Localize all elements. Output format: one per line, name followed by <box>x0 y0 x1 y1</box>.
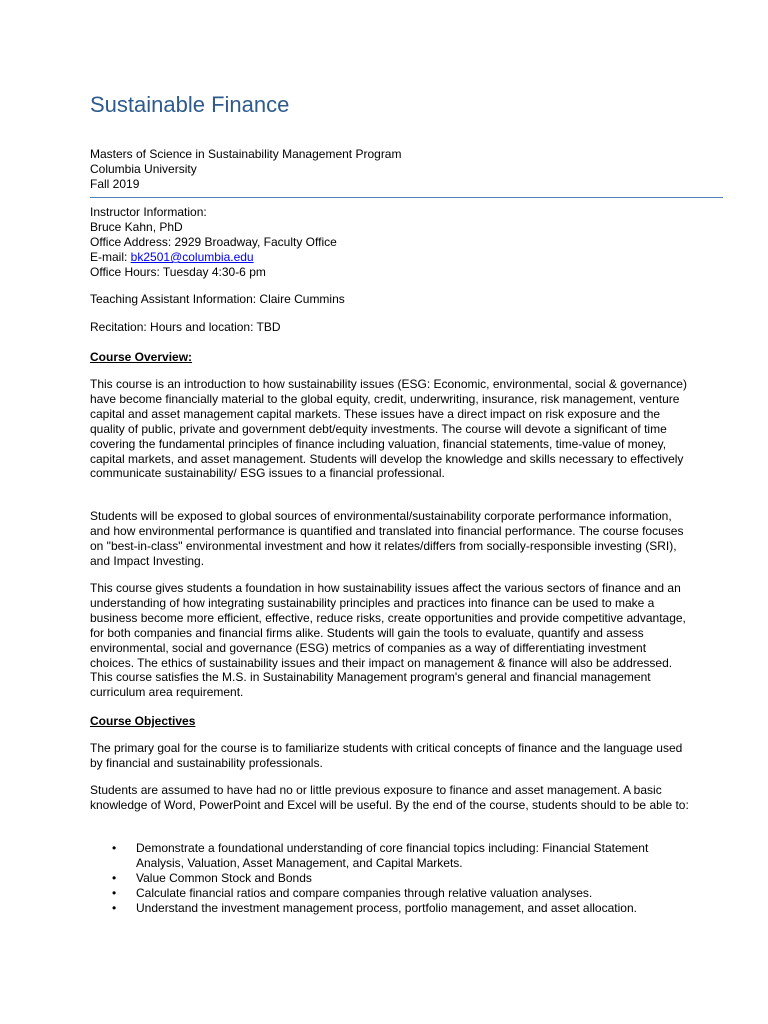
overview-paragraph-2: Students will be exposed to global sources of environmental/sustainability corporate performance information, and how environmental performance is quantified and translated into financial performance. The course focuses on "best-in-class" environmental investment and how it relates/differs from socially-responsible investing (SRI), and Impact Investing. <box>90 509 684 568</box>
list-item <box>90 886 690 901</box>
list-item-text: Value Common Stock and Bonds <box>136 870 312 885</box>
page-title: Sustainable Finance <box>90 92 290 117</box>
list-item-text: Understand the investment management process, portfolio management, and asset allocation. <box>136 900 637 915</box>
email-label: E-mail: <box>90 250 131 264</box>
instructor-name: Bruce Kahn, PhD <box>90 220 183 234</box>
email-link[interactable]: bk2501@columbia.edu <box>130 250 254 264</box>
bullet-icon: • <box>112 885 117 900</box>
university-line: Columbia University <box>90 162 197 176</box>
objectives-paragraph-1: The primary goal for the course is to familiarize students with critical concepts of finance and the language used by financial and sustainability professionals. <box>90 741 683 770</box>
program-header <box>90 147 726 192</box>
recitation-line: Recitation: Hours and location: TBD <box>90 320 281 334</box>
objectives-list <box>90 841 690 916</box>
office-hours: Office Hours: Tuesday 4:30-6 pm <box>90 265 266 279</box>
bullet-icon: • <box>112 870 117 885</box>
list-item <box>90 841 690 871</box>
list-item <box>90 871 690 886</box>
recitation-info <box>90 320 726 335</box>
overview-paragraph-1: This course is an introduction to how sustainability issues (ESG: Economic, environmental, social & governance) have become financially material to the global equity, credit, underwriting, insurance, risk management, venture capital and asset management capital markets. These issues have a direct impact on risk exposure and the quality of public, private and government debt/equity investments. The course will devote a significant of time covering the fundamental principles of finance including valuation, financial statements, time-value of money, capital markets, and asset management. Students will develop the knowledge and skills necessary to effectively communicate sustainability/ ESG issues to a financial professional. <box>90 377 687 481</box>
course-overview-heading: Course Overview: <box>90 350 193 364</box>
list-item-text: Demonstrate a foundational understanding of core financial topics including: Financial Statement Analysis, Valuation, Asset Management, and Capital Markets. <box>136 841 649 870</box>
overview-paragraph-3: This course gives students a foundation in how sustainability issues affect the various sectors of finance and an understanding of how integrating sustainability principles and practices into finance can be used to make a business become more efficient, effective, reduce risks, create opportunities and provide competitive advantage, for both companies and financial firms alike. Students will gain the tools to evaluate, quantify and assess environmental, social and governance (ESG) metrics of companies as a way of differentiating investment choices. The ethics of sustainability issues and their impact on management & finance will also be addressed. This course satisfies the M.S. in Sustainability Management program's general and financial management curriculum area requirement. <box>90 581 686 700</box>
header-divider <box>90 197 723 198</box>
list-item-text: Calculate financial ratios and compare companies through relative valuation analyses. <box>136 885 593 900</box>
list-item <box>90 901 690 916</box>
term-line: Fall 2019 <box>90 177 140 191</box>
instructor-info <box>90 205 726 280</box>
program-line: Masters of Science in Sustainability Management Program <box>90 147 402 161</box>
instructor-heading: Instructor Information: <box>90 205 207 219</box>
course-objectives-heading: Course Objectives <box>90 714 196 728</box>
bullet-icon: • <box>112 900 117 915</box>
bullet-icon: • <box>112 841 117 855</box>
ta-line: Teaching Assistant Information: Claire Cummins <box>90 292 345 306</box>
objectives-paragraph-2: Students are assumed to have had no or little previous exposure to finance and asset management. A basic knowledge of Word, PowerPoint and Excel will be useful. By the end of the course, students should to be able to: <box>90 783 689 812</box>
office-address: Office Address: 2929 Broadway, Faculty Office <box>90 235 337 249</box>
email-line <box>90 250 726 265</box>
ta-info <box>90 292 726 307</box>
